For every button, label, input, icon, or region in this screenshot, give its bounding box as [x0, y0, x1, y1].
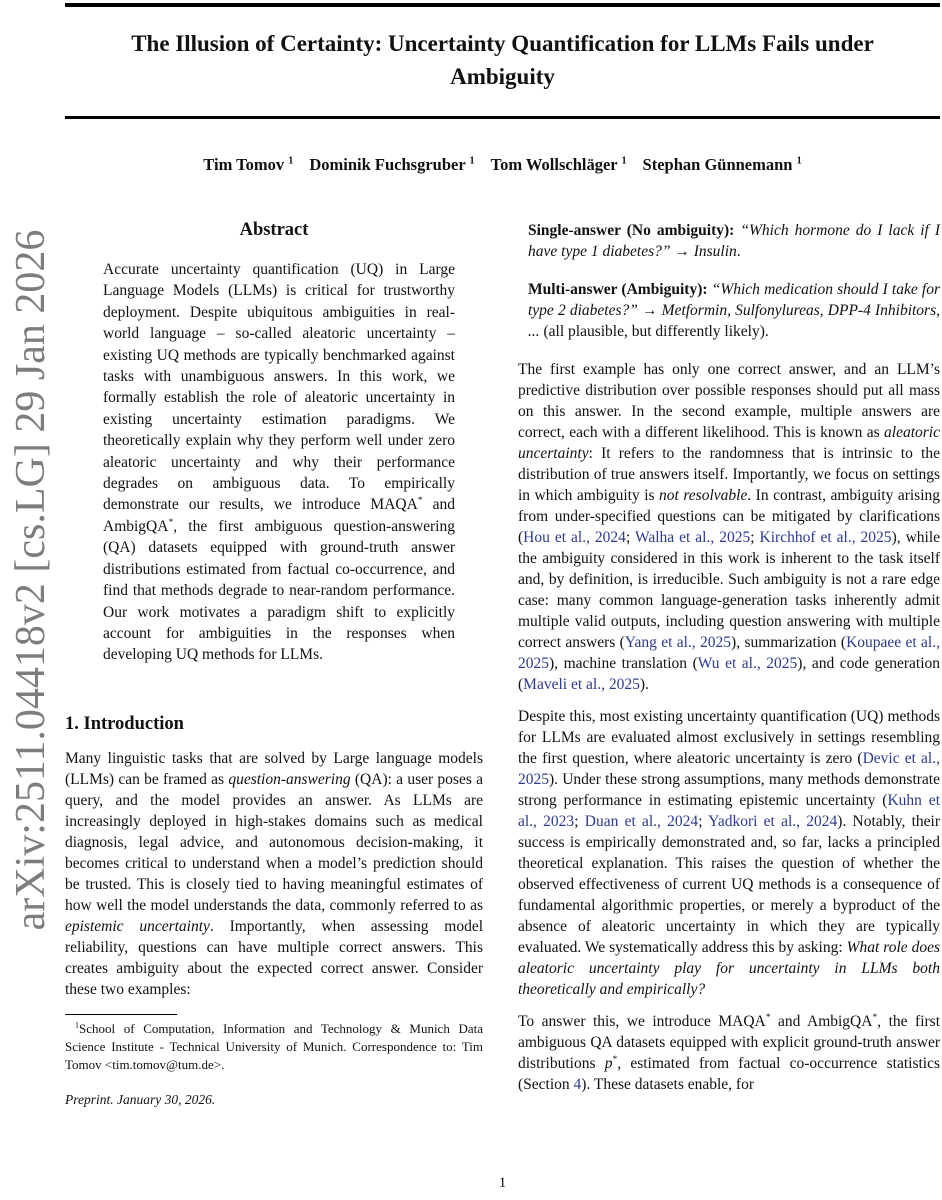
citation-link[interactable]: Maveli et al., 2025	[523, 676, 640, 693]
citation-link[interactable]: Walha et al., 2025	[634, 529, 751, 546]
page-number: 1	[498, 1175, 507, 1191]
citation-link[interactable]: 4	[573, 1076, 582, 1093]
preprint-note: Preprint. January 30, 2026.	[65, 1092, 216, 1108]
citation-link[interactable]: Duan et al., 2024	[584, 813, 699, 830]
abstract-text: Accurate uncertainty quantification (UQ) in Large Language Models (LLMs) is critical for trustworthy deployment. Despite ubiquitous ambiguities in real-world language – so-called aleatoric uncertainty – existing UQ methods are typically benchmarked against tasks with unambiguous answers. In this work, we formally establish the role of aleatoric uncertainty in existing uncertainty estimation paradigms. We theoretically explain why they perform well under zero aleatoric uncertainty and why their performance degrades on ambiguous data. To empirically demonstrate our results, we introduce MAQA* and AmbigQA*, the first ambiguous question-answering (QA) datasets equipped with ground-truth answer distributions estimated from factual co-occurrence, and find that methods degrade to near-random performance. Our work motivates a paradigm shift to explicitly account for ambiguities in the responses when developing UQ methods for LLMs.	[103, 261, 455, 664]
citation-link[interactable]: Kirchhof et al., 2025	[759, 529, 892, 546]
citation-link[interactable]: Hou et al., 2024	[523, 529, 626, 546]
author: Stephan Günnemann $^1$	[642, 155, 802, 174]
citation-link[interactable]: Yadkori et al., 2024	[708, 813, 838, 830]
citation-link[interactable]: Yang et al., 2025	[624, 634, 732, 651]
paragraph-aleatoric-uncertainty: The first example has only one correct answer, and an LLM’s predictive distribution over possible responses should put all mass on this answer. In the second example, multiple answers are correct, each with a different likelihood. This is known as aleatoric uncertainty: It refers to the randomness that is intrinsic to the distribution of true answers itself. Importantly, we focus on settings in which ambiguity is not resolvable. In contrast, ambiguity arising from under-specified questions can be mitigated by clarifications (Hou et al., 2024; Walha et al., 2025; Kirchhof et al., 2025), while the ambiguity considered in this work is inherent to the task itself and, by definition, is irreducible. Such ambiguity is not a rare edge case: many common language-generation tasks inherently admit multiple valid outputs, including question answering with multiple correct answers (Yang et al., 2025), summarization (Koupaee et al., 2025), machine translation (Wu et al., 2025), and code generation (Maveli et al., 2025).	[518, 361, 941, 693]
paragraph-uq-evaluation: Despite this, most existing uncertainty quantification (UQ) methods for LLMs are evaluated almost exclusively in settings resembling the first question, where aleatoric uncertainty is zero (Devic et al., 2025). Under these strong assumptions, many methods demonstrate strong performance in estimating epistemic uncertainty (Kuhn et al., 2023; Duan et al., 2024; Yadkori et al., 2024). Notably, their success is empirically demonstrated and, so far, lacks a principled theoretical explanation. This raises the question of whether the observed effectiveness of current UQ methods is a consequence of fundamental algorithmic properties, or merely a byproduct of the absence of aleatoric uncertainty in which they are typically evaluated. We systematically address this by asking: What role does aleatoric uncertainty play for uncertainty in LLMs both theoretically and empirically?	[518, 708, 941, 998]
title-rule	[65, 116, 940, 119]
author-line	[65, 155, 940, 175]
arxiv-watermark: arXiv:2511.04418v2 [cs.LG] 29 Jan 2026	[8, 229, 54, 931]
citation-link[interactable]: Wu et al., 2025	[697, 655, 798, 672]
example-single-answer: Single-answer (No ambiguity): “Which hormone do I lack if I have type 1 diabetes?” → Insulin.	[528, 222, 940, 260]
citation-link[interactable]: Kuhn et al., 2023	[518, 792, 940, 830]
example-multi-answer: Multi-answer (Ambiguity): “Which medication should I take for type 2 diabetes?” → Metformin, Sulfonylureas, DPP-4 Inhibitors, ... (all plausible, but differently likely).	[528, 281, 941, 340]
citation-link[interactable]: Devic et al., 2025	[518, 750, 940, 788]
affiliation-footnote: $^1$School of Computation, Information and Technology & Munich Data Science Institute - Technical University of Munich. Correspondence to: Tim Tomov <tim.tomov@tum.de>.	[65, 1020, 483, 1073]
paper-title: The Illusion of Certainty: Uncertainty Quantification for LLMs Fails under Ambiguity	[131, 31, 874, 89]
citation-link[interactable]: Koupaee et al., 2025	[518, 634, 940, 672]
author: Tim Tomov $^1$	[203, 155, 294, 174]
intro-paragraph: Many linguistic tasks that are solved by Large language models (LLMs) can be framed as question-answering (QA): a user poses a query, and the model provides an answer. As LLMs are increasingly deployed in high-stakes domains such as medical diagnosis, legal advice, and autonomous decision-making, it becomes critical to understand when a model’s prediction should be trusted. This is closely tied to having meaningful estimates of how well the model understands the data, commonly referred to as epistemic uncertainty. Importantly, when assessing model reliability, questions can have multiple correct answers. This creates ambiguity about the expected correct answer. Consider these two examples:	[65, 749, 484, 998]
top-rule	[65, 3, 940, 7]
left-column	[65, 218, 483, 1108]
author: Tom Wollschläger $^1$	[490, 155, 627, 174]
abstract-heading: Abstract	[239, 220, 309, 240]
paragraph-datasets-intro: To answer this, we introduce MAQA* and AmbigQA*, the first ambiguous QA datasets equipped with explicit ground-truth answer distributions p*, estimated from factual co-occurrence statistics (Section 4). These datasets enable, for	[518, 1011, 941, 1093]
footnote-rule	[65, 1014, 177, 1016]
section-heading-introduction: 1. Introduction	[65, 713, 184, 734]
right-column	[518, 220, 940, 1095]
author: Dominik Fuchsgruber $^1$	[309, 155, 475, 174]
